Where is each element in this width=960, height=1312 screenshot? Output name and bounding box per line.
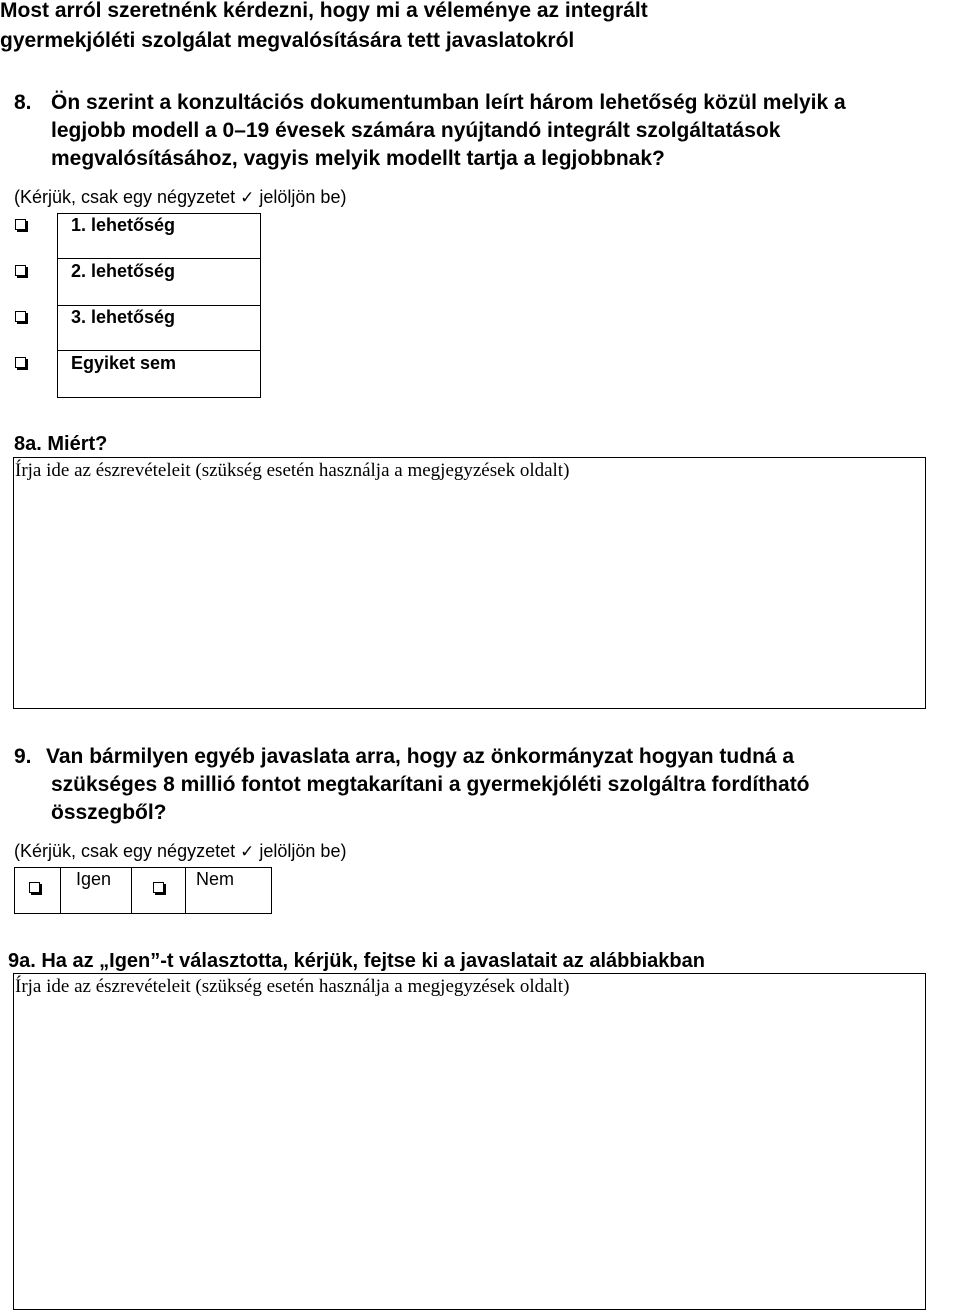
checkmark-icon: ✓: [240, 188, 255, 207]
intro-line-2: gyermekjóléti szolgálat megvalósítására tett javaslatokról: [0, 29, 575, 52]
q9a-answer-box[interactable]: [13, 973, 926, 1310]
q8-instruction-pre: (Kérjük, csak egy négyzetet: [14, 187, 236, 207]
q8-number: 8.: [14, 91, 32, 114]
q8-option-1-label: 1. lehetőség: [71, 215, 176, 235]
q8-option-3-checkbox[interactable]: [15, 311, 26, 322]
checkmark-icon: ✓: [240, 842, 255, 861]
q8a-answer-box[interactable]: [13, 457, 926, 709]
q9-yes-checkbox[interactable]: [29, 882, 40, 893]
q9-no-label: Nem: [196, 869, 235, 889]
q9-instruction: [14, 840, 346, 863]
q9-no-checkbox[interactable]: [153, 882, 164, 893]
q8a-title: 8a. Miért?: [14, 433, 108, 455]
q9-line-3: összegből?: [51, 801, 167, 824]
q8-line-2: legjobb modell a 0–19 évesek számára nyújtandó integrált szolgáltatások: [51, 119, 781, 142]
q9a-title: 9a. Ha az „Igen”-t választotta, kérjük, fejtse ki a javaslatait az alábbiakban: [8, 950, 705, 972]
q8-option-2-checkbox[interactable]: [15, 265, 26, 276]
q9a-hint: Írja ide az észrevételeit (szükség esetén használja a megjegyzések oldalt): [15, 976, 570, 997]
q9-yes-label: Igen: [76, 869, 112, 889]
q8-option-1-checkbox[interactable]: [15, 219, 26, 230]
q8-option-2-label: 2. lehetőség: [71, 261, 176, 281]
q8-line-1: Ön szerint a konzultációs dokumentumban leírt három lehetőség közül melyik a: [51, 91, 846, 114]
q8-instruction-post: jelöljön be): [259, 187, 347, 207]
q9-line-2: szükséges 8 millió fontot megtakarítani a gyermekjóléti szolgáltra fordítható: [51, 773, 810, 796]
q8-line-3: megvalósításához, vagyis melyik modellt tartja a legjobbnak?: [51, 147, 665, 170]
q8-option-none-label: Egyiket sem: [71, 353, 177, 373]
q8-option-3-label: 3. lehetőség: [71, 307, 176, 327]
q8-option-none-checkbox[interactable]: [15, 357, 26, 368]
q9-line-1: Van bármilyen egyéb javaslata arra, hogy az önkormányzat hogyan tudná a: [46, 745, 795, 768]
q9-instruction-pre: (Kérjük, csak egy négyzetet: [14, 841, 236, 861]
q9-number: 9.: [14, 745, 32, 768]
intro-line-1: Most arról szeretnénk kérdezni, hogy mi a véleménye az integrált: [0, 0, 648, 22]
q9-instruction-post: jelöljön be): [259, 841, 347, 861]
q8-instruction: [14, 186, 346, 209]
q8a-hint: Írja ide az észrevételeit (szükség esetén használja a megjegyzések oldalt): [15, 460, 570, 481]
